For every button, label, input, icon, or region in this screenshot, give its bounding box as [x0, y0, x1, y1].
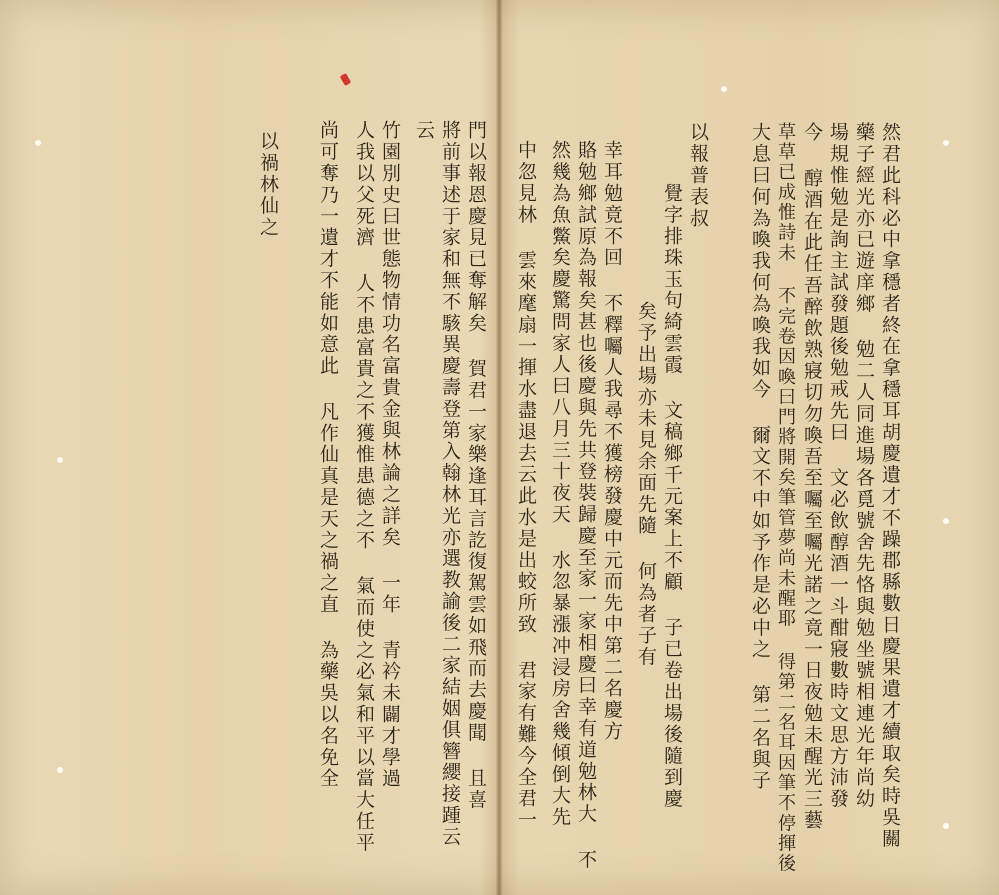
text-column-l2: 將前事述于家和無不駭異慶壽登第入翰林光亦選教諭後二家結姻俱簪纓接踵云: [439, 120, 461, 848]
text-column-r9: 矣予出場亦未見余面先隨 何為者子有: [635, 301, 657, 668]
binding-hole: [721, 86, 727, 92]
text-column-l3: 云: [413, 120, 435, 142]
text-column-r6: 大息曰何為喚我何為喚我如今 爾文不中如予作是必中之 第二名與子: [749, 122, 771, 792]
text-column-r4: 今 醇酒在此任吾醉飲熟寢切勿喚吾至囑至囑光諾之竟一日夜勉未醒光三藝: [801, 122, 823, 832]
text-column-l4: 竹園別史曰世態物情功名富貴金與林論之詳矣 一年 青衿未闢才學過: [379, 120, 401, 790]
binding-hole: [943, 140, 949, 146]
text-column-r10: 幸耳勉竟不回 不釋囑人我尋不獲榜發慶中元而先中第二名慶方: [601, 140, 623, 743]
binding-hole: [35, 140, 41, 146]
text-column-r5: 草草已成惟詩未 不完卷因喚曰門將開矣筆管夢尚未醒耶 得第二名耳因筆不停揮後: [775, 122, 796, 874]
text-column-l1: 門以報恩慶見已奪解矣 賀君一家樂逢耳言訖復駕雲如飛而去慶聞 且喜: [465, 120, 487, 811]
text-column-r7: 以報普表叔: [687, 122, 709, 229]
text-column-l7: 以禍林仙之: [257, 131, 279, 238]
text-column-l5: 人我以父死濟 人不患富貴之不獲惟患德之不 氣而使之必氣和平以當大任平: [353, 120, 375, 854]
binding-hole: [57, 457, 63, 463]
text-column-r12: 然幾為魚鱉矣慶驚問家人曰八月三十夜天 水忽暴漲冲浸房舍幾傾倒大先: [549, 140, 571, 828]
text-column-l6: 尚可奪乃一遺才不能如意此 凡作仙真是天之禍之直 為藥吳以名免全: [317, 120, 339, 790]
text-column-r11: 賂勉鄉試原為報矣甚也後慶與先共登裝歸慶至家一家相慶曰幸有道勉林大 不: [575, 140, 597, 871]
binding-hole: [943, 518, 949, 524]
book-gutter: [496, 0, 502, 895]
text-column-r2: 藥子經光亦已遊庠鄉 勉二人同進場各覓號舍先恪與勉坐號相連光年尚幼: [853, 122, 875, 810]
text-column-r13: 中忽見林 雲來麾扇一揮水盡退去云此水是出蛟所致 君家有難今全君一: [515, 140, 537, 831]
text-column-r1: 然君此科必中拿穩者終在拿穩耳胡慶遺才不躁郡縣數日慶果遺才續取矣時吳關: [879, 122, 901, 850]
text-column-r3: 場規惟勉是詢主試發題後勉戒先曰 文必飲醇酒一斗酣寢數時文思方沛發: [827, 122, 849, 810]
binding-hole: [943, 823, 949, 829]
binding-hole: [57, 767, 63, 773]
text-column-r8: 覺字排珠玉句綺雲霞 文稿鄉千元案上不顧 子已卷出場後隨到慶: [661, 183, 683, 810]
